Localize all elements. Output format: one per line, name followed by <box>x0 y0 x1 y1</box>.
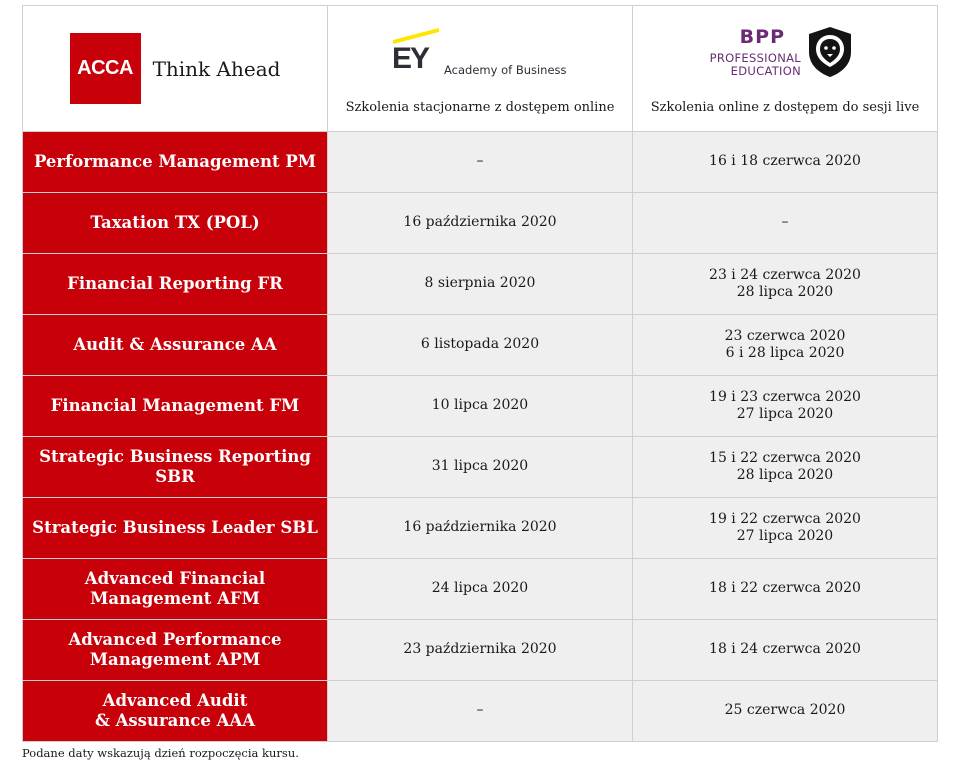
course-name-cell <box>23 437 328 498</box>
table-row <box>23 193 938 254</box>
acca-tagline: Think Ahead <box>152 56 281 81</box>
acca-header-cell <box>23 6 328 132</box>
header-row <box>23 6 938 132</box>
date-line: 25 czerwca 2020 <box>724 702 846 719</box>
ey-date-cell <box>328 315 633 376</box>
date-line: 6 listopada 2020 <box>420 336 540 353</box>
date-line: 16 października 2020 <box>403 519 557 536</box>
course-name-line: Performance Management PM <box>33 152 317 171</box>
bpp-logo <box>699 24 869 84</box>
course-name-line: Management APM <box>89 650 261 669</box>
course-name-line: Advanced Performance <box>68 630 282 649</box>
ey-logo <box>392 28 592 80</box>
date-line: – <box>476 702 484 719</box>
course-name-cell <box>23 193 328 254</box>
table-row <box>23 620 938 681</box>
date-line: 6 i 28 lipca 2020 <box>725 345 845 361</box>
acca-logo <box>23 6 327 131</box>
course-name-line: Financial Reporting FR <box>67 274 283 293</box>
table-row <box>23 498 938 559</box>
table-row <box>23 437 938 498</box>
course-name-line: & Assurance AAA <box>94 711 256 730</box>
course-name-cell <box>23 620 328 681</box>
table-row <box>23 132 938 193</box>
course-name-line: Taxation TX (POL) <box>90 213 260 232</box>
bpp-subtitle-line-2: EDUCATION <box>730 64 801 78</box>
bpp-header-cell <box>633 6 938 132</box>
date-line: 18 i 22 czerwca 2020 <box>709 580 861 597</box>
date-line: 28 lipca 2020 <box>736 467 834 483</box>
ey-date-cell <box>328 498 633 559</box>
date-line: 23 i 24 czerwca 2020 <box>709 266 861 283</box>
acca-logo-box: ACCA <box>70 33 141 104</box>
date-line: 18 i 24 czerwca 2020 <box>709 641 861 658</box>
course-name-line: Financial Management FM <box>50 396 300 415</box>
date-line: – <box>476 153 484 170</box>
course-name-cell <box>23 376 328 437</box>
date-line: 19 i 22 czerwca 2020 <box>709 510 861 527</box>
course-name-cell <box>23 498 328 559</box>
date-line: 27 lipca 2020 <box>736 406 834 422</box>
course-name-cell <box>23 254 328 315</box>
course-name-line: Audit & Assurance AA <box>73 335 277 354</box>
bpp-date-cell <box>633 376 938 437</box>
course-name-line: Advanced Audit <box>102 691 248 710</box>
table-row <box>23 681 938 742</box>
bpp-description: Szkolenia online z dostępem do sesji live <box>650 100 920 115</box>
bpp-subtitle-line-1: PROFESSIONAL <box>709 51 801 65</box>
bpp-date-cell <box>633 559 938 620</box>
course-name-line: Advanced Financial <box>84 569 266 588</box>
course-name-line: Strategic Business Reporting SBR <box>39 447 311 486</box>
date-line: 23 października 2020 <box>403 641 557 658</box>
date-line: 16 października 2020 <box>403 214 557 231</box>
date-line: 23 czerwca 2020 <box>724 327 846 344</box>
bpp-logo-mark: BPP <box>739 26 785 48</box>
bpp-date-cell <box>633 498 938 559</box>
ey-date-cell <box>328 254 633 315</box>
schedule-body <box>23 6 938 742</box>
ey-logo-mark: EY <box>392 42 429 75</box>
table-row <box>23 254 938 315</box>
date-line: – <box>781 214 789 231</box>
footnote: Podane daty wskazują dzień rozpoczęcia kursu. <box>22 746 299 760</box>
ey-description: Szkolenia stacjonarne z dostępem online <box>345 100 615 115</box>
ey-header-cell <box>328 6 633 132</box>
course-name-cell <box>23 681 328 742</box>
ey-date-cell <box>328 681 633 742</box>
date-line: 19 i 23 czerwca 2020 <box>709 388 861 405</box>
bpp-date-cell <box>633 193 938 254</box>
ey-logo-subtitle: Academy of Business <box>444 63 567 77</box>
lion-shield-icon <box>807 26 853 78</box>
date-line: 16 i 18 czerwca 2020 <box>709 153 861 170</box>
ey-date-cell <box>328 620 633 681</box>
ey-date-cell <box>328 376 633 437</box>
bpp-date-cell <box>633 254 938 315</box>
ey-date-cell <box>328 437 633 498</box>
table-row <box>23 376 938 437</box>
bpp-date-cell <box>633 132 938 193</box>
date-line: 10 lipca 2020 <box>431 397 529 414</box>
bpp-date-cell <box>633 437 938 498</box>
date-line: 28 lipca 2020 <box>736 284 834 300</box>
ey-date-cell <box>328 559 633 620</box>
course-name-cell <box>23 559 328 620</box>
course-name-cell <box>23 132 328 193</box>
date-line: 31 lipca 2020 <box>431 458 529 475</box>
bpp-date-cell <box>633 620 938 681</box>
course-schedule-table <box>22 5 938 742</box>
bpp-date-cell <box>633 315 938 376</box>
ey-date-cell <box>328 132 633 193</box>
date-line: 24 lipca 2020 <box>431 580 529 597</box>
course-name-line: Strategic Business Leader SBL <box>32 518 318 537</box>
bpp-logo-subtitle <box>699 52 801 78</box>
date-line: 15 i 22 czerwca 2020 <box>709 449 861 466</box>
table-row <box>23 559 938 620</box>
table-row <box>23 315 938 376</box>
bpp-date-cell <box>633 681 938 742</box>
course-name-line: Management AFM <box>90 589 260 608</box>
date-line: 8 sierpnia 2020 <box>424 275 536 292</box>
date-line: 27 lipca 2020 <box>736 528 834 544</box>
course-name-cell <box>23 315 328 376</box>
ey-date-cell <box>328 193 633 254</box>
